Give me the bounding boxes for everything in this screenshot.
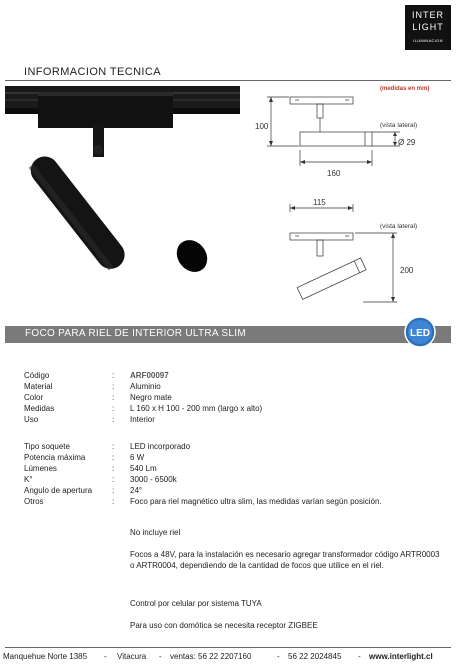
spec-label: Uso	[24, 415, 39, 424]
spec-label: Lúmenes	[24, 464, 57, 473]
logo-line-3: ILUMINACION	[413, 38, 443, 43]
footer-sep-4: -	[358, 652, 361, 661]
footer-phone-sales: ventas: 56 22 2207160	[170, 652, 252, 661]
spec-value: Aluminio	[130, 382, 161, 391]
led-badge-text: LED	[410, 328, 430, 339]
side-view-label-bottom: (vista lateral)	[380, 223, 418, 230]
brand-logo	[405, 5, 451, 50]
side-view-label-top: (vista lateral)	[380, 122, 418, 129]
led-badge-icon	[404, 316, 436, 348]
spec-value: 540 Lm	[130, 464, 157, 473]
note-no-rail: No incluye riel	[130, 528, 181, 537]
spec-label: Angulo de apertura	[24, 486, 93, 495]
spec-label: Tipo soquete	[24, 442, 70, 451]
note-zigbee: Para uso con domótica se necesita receptor ZIGBEE	[130, 621, 318, 630]
spec-label: Código	[24, 371, 50, 380]
spec-colon: :	[112, 486, 115, 495]
spec-value: 3000 - 6500k	[130, 475, 177, 484]
divider-bottom	[5, 647, 451, 648]
spec-label: K°	[24, 475, 33, 484]
dim-width-115: 115	[313, 198, 326, 207]
spec-colon: :	[112, 442, 115, 451]
spec-label: Medidas	[24, 404, 55, 413]
product-title-band	[5, 326, 451, 343]
spec-value: Interior	[130, 415, 155, 424]
footer-sep-3: -	[277, 652, 280, 661]
spec-colon: :	[112, 382, 115, 391]
footer-website-link[interactable]: www.interlight.cl	[369, 652, 433, 661]
divider-top	[5, 80, 451, 81]
note-tuya: Control por celular por sistema TUYA	[130, 599, 262, 608]
spec-colon: :	[112, 371, 115, 380]
note-transformer: Focos a 48V, para la instalación es necesario agregar transformador código ARTR0003 o ARTR0004, dependiendo de la cantidad de focos que utilice en el riel.	[130, 550, 440, 570]
spec-colon: :	[112, 404, 115, 413]
footer-city: Vitacura	[117, 652, 147, 661]
footer-phone-2: 56 22 2024845	[288, 652, 342, 661]
dim-diameter: Ø 29	[398, 138, 416, 147]
footer-sep-1: -	[104, 652, 107, 661]
measure-note: (medidas en mm)	[380, 86, 430, 92]
dim-height-100: 100	[255, 122, 269, 131]
technical-drawing	[245, 90, 450, 315]
footer-address: Manquehue Norte 1385	[3, 652, 88, 661]
logo-line-1: INTER	[412, 10, 444, 20]
spec-colon: :	[112, 393, 115, 402]
spec-colon: :	[112, 464, 115, 473]
spec-value: 6 W	[130, 453, 145, 462]
spec-colon: :	[112, 453, 115, 462]
spec-value: ARF00097	[130, 371, 169, 380]
spec-colon: :	[112, 415, 115, 424]
spec-label: Otros	[24, 497, 44, 506]
product-illustration	[5, 84, 240, 304]
dim-length-160: 160	[327, 169, 341, 178]
section-title: INFORMACION TECNICA	[24, 66, 161, 78]
dim-height-200: 200	[400, 266, 414, 275]
product-title: FOCO PARA RIEL DE INTERIOR ULTRA SLIM	[25, 328, 246, 339]
spec-value: LED incorporado	[130, 442, 191, 451]
logo-line-2: LIGHT	[412, 22, 444, 32]
spec-value: 24°	[130, 486, 143, 495]
spec-colon: :	[112, 475, 115, 484]
spec-value: Negro mate	[130, 393, 172, 402]
footer-sep-2: -	[159, 652, 162, 661]
spec-label: Potencia máxima	[24, 453, 86, 462]
spec-colon: :	[112, 497, 115, 506]
spec-value: L 160 x H 100 - 200 mm (largo x alto)	[130, 404, 263, 413]
spec-value: Foco para riel magnético ultra slim, las medidas varían según posición.	[130, 497, 382, 506]
spec-label: Material	[24, 382, 53, 391]
spec-label: Color	[24, 393, 44, 402]
